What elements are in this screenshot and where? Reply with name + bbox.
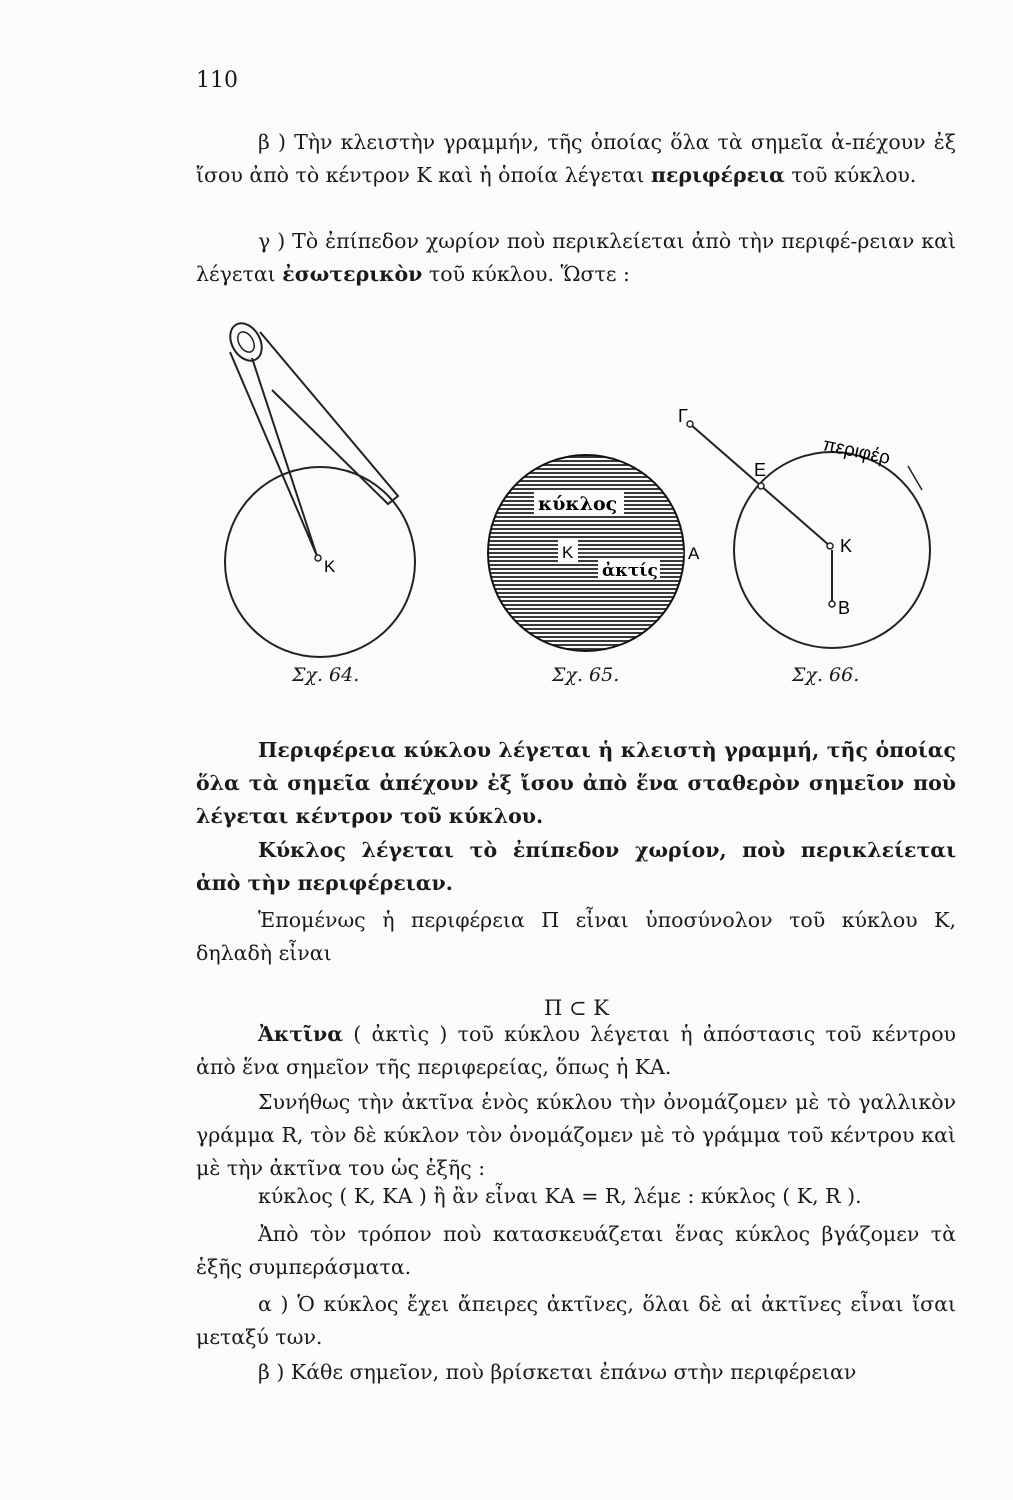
radius-naming: Συνήθως τὴν ἀκτῖνα ἑνὸς κύκλου τὴν ὀνομάζομεν μὲ τὸ γαλλικὸν γράμμα R, τὸν δὲ κύκλον τὸν ὀνομάζομεν μὲ τὸ γράμμα τοῦ κέντρου καὶ μὲ τὴν ἀκτῖνα του ὡς ἑξῆς : xyxy=(196,1090,956,1180)
subset-text: Ἑπομένως ἡ περιφέρεια Π εἶναι ὑποσύνολον τοῦ κύκλου Κ, δηλαδὴ εἶναι xyxy=(196,908,956,965)
term-radius: Ἀκτῖνα xyxy=(258,1022,343,1046)
conclusion-alpha: α ) Ὁ κύκλος ἔχει ἄπειρες ἀκτῖνες, ὅλαι δὲ αἱ ἀκτῖνες εἶναι ἴσαι μεταξύ των. xyxy=(196,1292,956,1349)
beta-text-b: πέχουν ἐξ ἴσου ἀπὸ τὸ κέντρον Κ καὶ ἡ ὁποία λέγεται xyxy=(196,130,956,187)
gamma-text-b: ρειαν καὶ λέγεται xyxy=(196,229,957,286)
fig66-point-k xyxy=(827,543,833,549)
beta-text-c: τοῦ κύκλου. xyxy=(791,163,917,187)
gamma-text-c: τοῦ κύκλου. Ὥστε : xyxy=(422,262,630,286)
fig66-arc-label: περιφέρ xyxy=(820,434,893,470)
subset-formula: Π ⊂ Κ xyxy=(544,996,609,1020)
fig64-compass-hinge-inner xyxy=(234,329,257,355)
fig64-circle xyxy=(225,467,415,657)
fig65-point-label: Α xyxy=(688,544,700,563)
definition-circle: Κύκλος λέγεται τὸ ἐπίπεδον χωρίον, ποὺ περικλείεται ἀπὸ τὴν περιφέρειαν. xyxy=(196,838,956,895)
figures-group xyxy=(200,300,960,660)
caption-fig65: Σχ. 65. xyxy=(552,664,620,686)
fig66-arc-arrow xyxy=(908,466,922,490)
page-number: 110 xyxy=(196,68,238,93)
fig65-circle-label: κύκλος xyxy=(538,493,618,515)
figure-66 xyxy=(678,406,930,648)
fig64-compass-hinge xyxy=(224,318,268,367)
intro-gamma xyxy=(196,225,956,291)
definition-periphery: Περιφέρεια κύκλου λέγεται ἡ κλειστὴ γραμμή, τῆς ὁποίας ὅλα τὰ σημεῖα ἀπέχουν ἐξ ἴσου ἀπὸ ἕνα σταθερὸν σημεῖον ποὺ λέγεται κέντρον τοῦ κύκλου. xyxy=(196,738,956,828)
fig66-point-e xyxy=(758,483,764,489)
conclusions-intro: Ἀπὸ τὸν τρόπον ποὺ κατασκευάζεται ἕνας κύκλος βγάζομεν τὰ ἑξῆς συμπεράσματα. xyxy=(196,1222,956,1279)
fig64-center-point xyxy=(315,555,321,561)
figure-64 xyxy=(224,318,415,657)
fig66-label-e: Ε xyxy=(754,460,767,480)
fig64-compass-leg-right xyxy=(260,332,398,504)
caption-fig64: Σχ. 64. xyxy=(292,664,360,686)
fig66-point-b xyxy=(829,601,835,607)
term-periphery: περιφέρεια xyxy=(650,163,785,187)
beta-text-a: β ) Τὴν κλειστὴν γραμμήν, τῆς ὁποίας ὅλα τὰ σημεῖα ἀ- xyxy=(258,130,852,154)
radius-definition xyxy=(196,1018,956,1084)
caption-fig66: Σχ. 66. xyxy=(792,664,860,686)
fig65-center-label: Κ xyxy=(562,543,574,562)
fig64-center-label: Κ xyxy=(324,557,336,576)
circle-notation: κύκλος ( Κ, ΚΑ ) ἢ ἂν εἶναι ΚΑ = R, λέμε : κύκλος ( Κ, R ). xyxy=(258,1184,862,1208)
fig65-radius-label: ἀκτίς xyxy=(602,561,658,581)
intro-beta xyxy=(196,126,956,192)
conclusion-beta: β ) Κάθε σημεῖον, ποὺ βρίσκεται ἐπάνω στὴν περιφέρειαν xyxy=(258,1360,857,1384)
fig66-label-b: Β xyxy=(838,598,851,618)
figure-65 xyxy=(488,455,700,651)
fig66-label-g: Γ xyxy=(678,406,688,426)
fig66-label-k: Κ xyxy=(840,536,853,556)
radius-rest: ( ἀκτὶς ) τοῦ κύκλου λέγεται ἡ ἀπόστασις τοῦ κέντρου ἀπὸ ἕνα σημεῖον τῆς περιφερείας, ὅπως ἡ ΚΑ. xyxy=(196,1022,956,1079)
fig64-compass-leg-left xyxy=(230,352,317,556)
term-interior: ἐσωτερικὸν xyxy=(282,262,423,286)
gamma-text-a: γ ) Τὸ ἐπίπεδον χωρίον ποὺ περικλείεται ἀπὸ τὴν περιφέ- xyxy=(258,229,858,253)
